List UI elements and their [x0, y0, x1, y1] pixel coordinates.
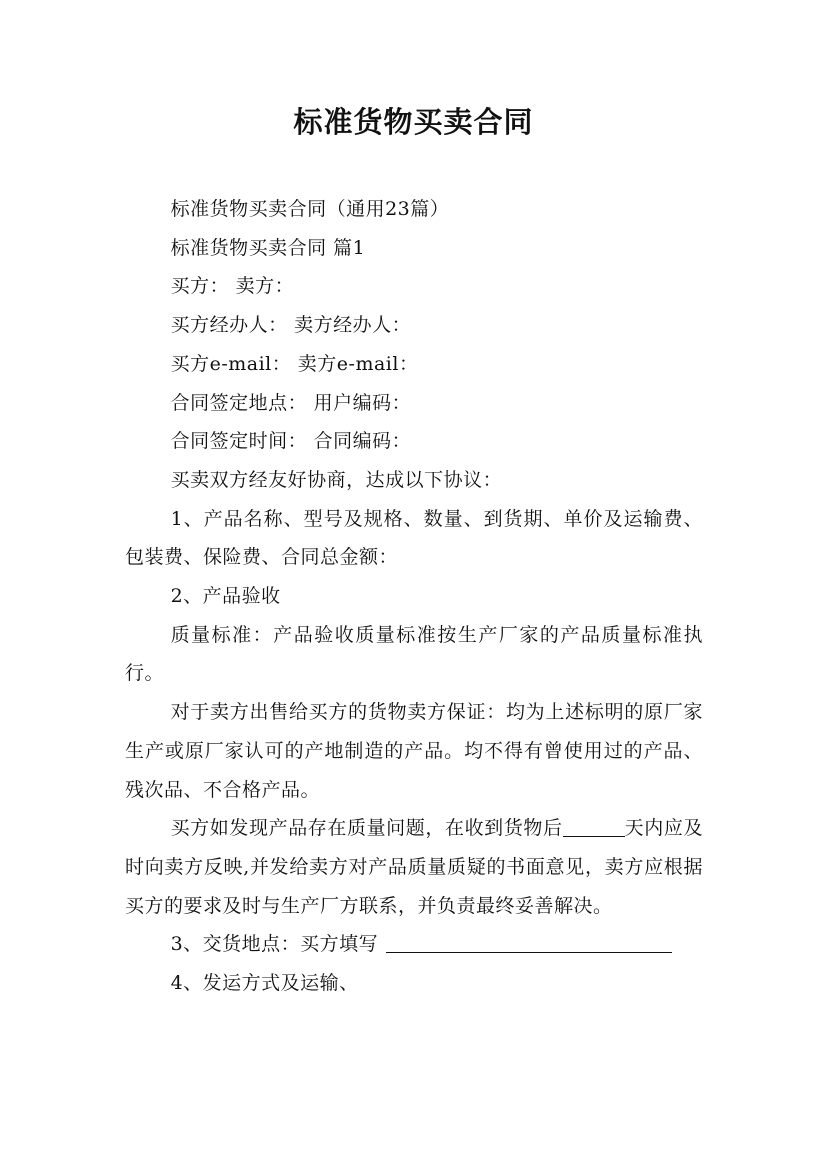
paragraph-signing-place: 合同签定地点： 用户编码：	[170, 391, 412, 414]
paragraph-clause-4: 4、发运方式及运输、	[170, 972, 359, 995]
document-body	[125, 190, 703, 1003]
paragraph-emails: 买方e-mail： 卖方e-mail：	[170, 352, 419, 375]
paragraph-seller-guarantee: 对于卖方出售给买方的货物卖方保证：均为上述标明的原厂家生产或原厂家认可的产地制造的产品。均不得有曾使用过的产品、残次品、不合格产品。	[125, 701, 703, 801]
paragraph-agents: 买方经办人： 卖方经办人：	[170, 314, 412, 337]
paragraph-article-heading: 标准货物买卖合同 篇1	[170, 236, 366, 259]
paragraph-quality-issue	[125, 809, 703, 925]
paragraph-clause-3	[125, 925, 703, 964]
delivery-place-blank-line	[386, 933, 672, 953]
paragraph-quality-standard: 质量标准：产品验收质量标准按生产厂家的产品质量标准执行。	[125, 623, 703, 685]
paragraph-signing-time: 合同签定时间： 合同编码：	[170, 430, 412, 453]
document-title: 标准货物买卖合同	[293, 105, 534, 139]
paragraph-agreement-intro: 买卖双方经友好协商，达成以下协议：	[170, 468, 503, 491]
days-blank-line	[563, 817, 625, 837]
quality-issue-text-a: 买方如发现产品存在质量问题，在收到货物后	[170, 817, 563, 840]
delivery-place-text: 3、交货地点：买方填写	[170, 933, 379, 956]
paragraph-subtitle: 标准货物买卖合同（通用23篇）	[170, 198, 450, 220]
quality-issue-text-b: 天内应及时向卖方反映,并发给卖方对产品质量质疑的书面意见，卖方应根据买方的要求及时与生产厂方联系，并负责最终妥善解决。	[125, 817, 703, 917]
paragraph-clause-1: 1、产品名称、型号及规格、数量、到货期、单价及运输费、包装费、保险费、合同总金额：	[125, 507, 703, 569]
paragraph-parties: 买方： 卖方：	[170, 275, 295, 298]
paragraph-clause-2: 2、产品验收	[170, 585, 281, 608]
